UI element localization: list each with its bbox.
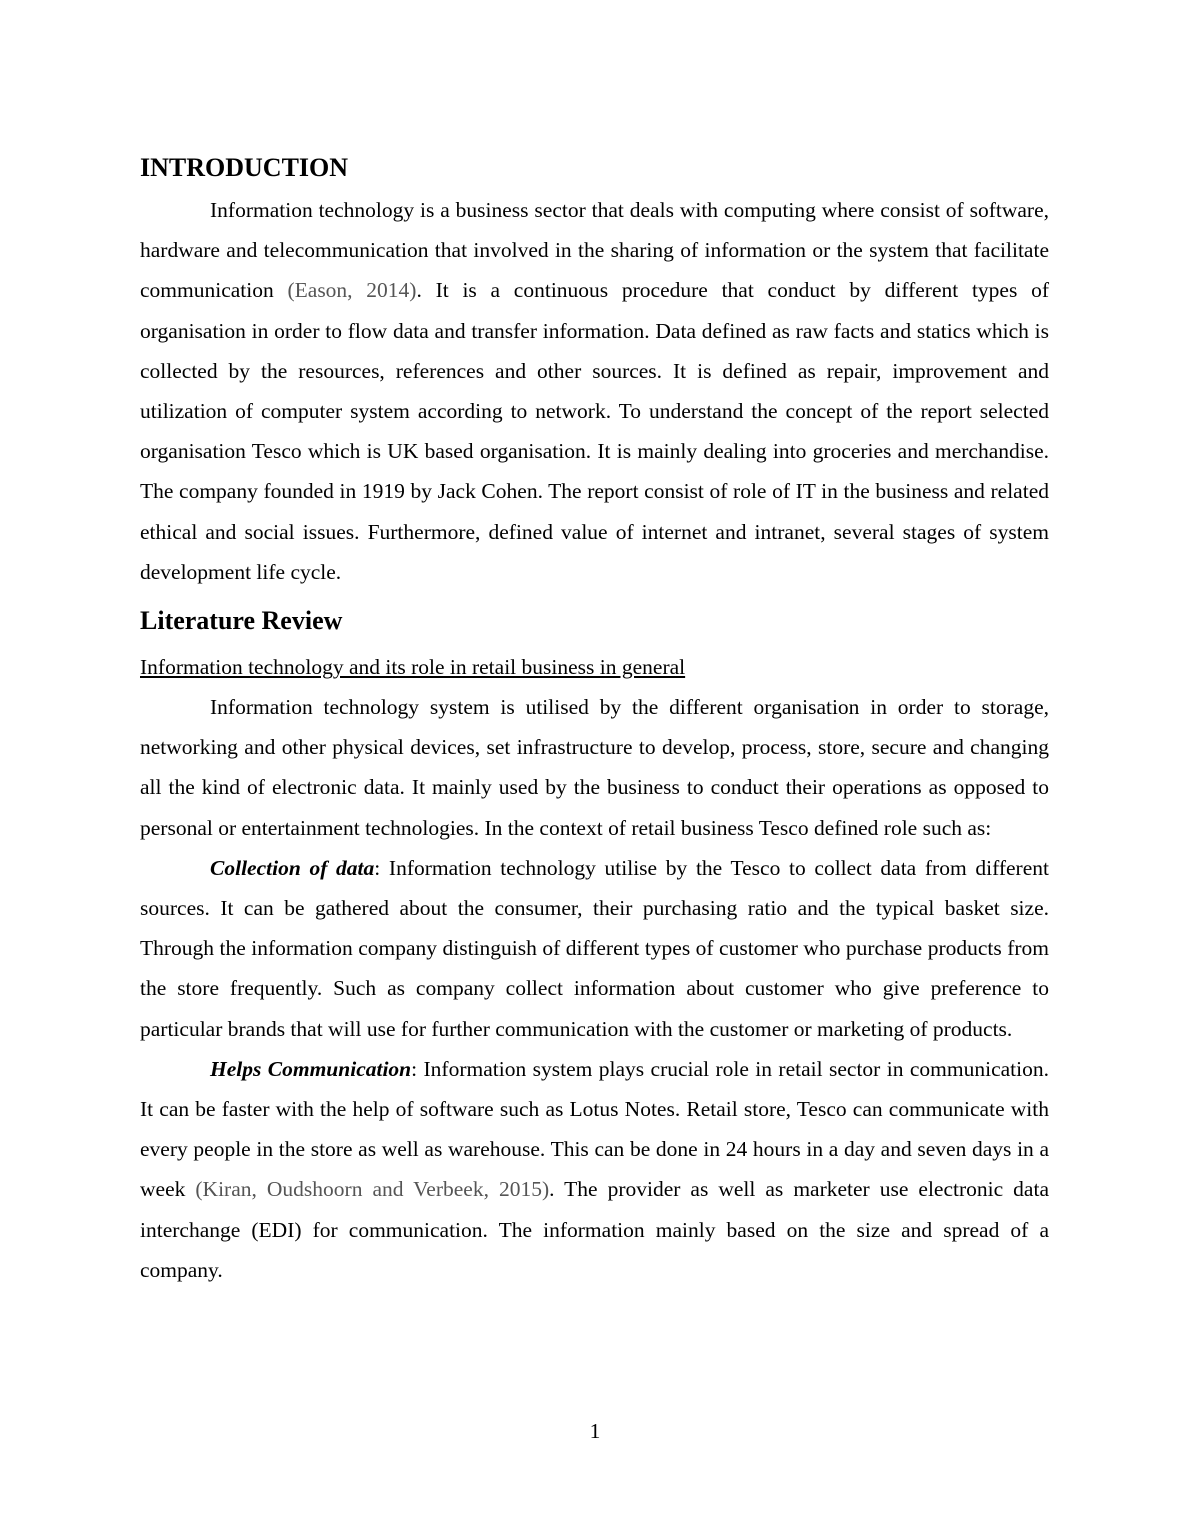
document-page	[140, 148, 1049, 1290]
introduction-heading: INTRODUCTION	[140, 153, 349, 182]
helps-communication-text-2: . The provider as well as marketer use electronic data interchange (EDI) for communication. The information mainly based on the size and spread of a company.	[140, 1177, 1049, 1282]
introduction-text-2: . It is a continuous procedure that conduct by different types of organisation in order to flow data and transfer information. Data defined as raw facts and statics which is collected by the resources, references and other sources. It is defined as repair, improvement and utilization of computer system according to network. To understand the concept of the report selected organisation Tesco which is UK based organisation. It is mainly dealing into groceries and merchandise. The company founded in 1919 by Jack Cohen. The report consist of role of IT in the business and related ethical and social issues. Furthermore, defined value of internet and intranet, several stages of system development life cycle.	[140, 278, 1049, 584]
citation-eason: (Eason, 2014)	[287, 278, 417, 303]
literature-review-heading: Literature Review	[140, 606, 343, 636]
helps-communication-paragraph	[140, 1049, 1049, 1290]
literature-paragraph-1: Information technology system is utilised by the different organisation in order to storage, networking and other physical devices, set infrastructure to develop, process, store, secure and changing all the kind of electronic data. It mainly used by the business to conduct their operations as opposed to personal or entertainment technologies. In the context of retail business Tesco defined role such as:	[140, 695, 1049, 840]
section-subheading: Information technology and its role in retail business in general	[140, 655, 686, 680]
collection-of-data-paragraph	[140, 848, 1049, 1049]
helps-communication-text-1: : Information system plays crucial role in retail sector in communication. It can be faster with the help of software such as Lotus Notes. Retail store, Tesco can communicate with every people in the store as well as warehouse. This can be done in 24 hours in a day and seven days in a week	[140, 1056, 1049, 1202]
page-number: 1	[589, 1419, 601, 1443]
introduction-text-1: Information technology is a business sector that deals with computing where consist of software, hardware and telecommunication that involved in the sharing of information or the system that facilitate communication	[140, 198, 1049, 303]
citation-kiran: (Kiran, Oudshoorn and Verbeek, 2015)	[195, 1177, 550, 1202]
collection-of-data-text: : Information technology utilise by the Tesco to collect data from different sources. It can be gathered about the consumer, their purchasing ratio and the typical basket size. Through the information company distinguish of different types of customer who purchase products from the store frequently. Such as company collect information about customer who give preference to particular brands that will use for further communication with the customer or marketing of products.	[140, 855, 1049, 1041]
helps-communication-lead: Helps Communication	[210, 1056, 412, 1081]
collection-of-data-lead: Collection of data	[210, 855, 375, 880]
introduction-paragraph	[140, 190, 1049, 592]
